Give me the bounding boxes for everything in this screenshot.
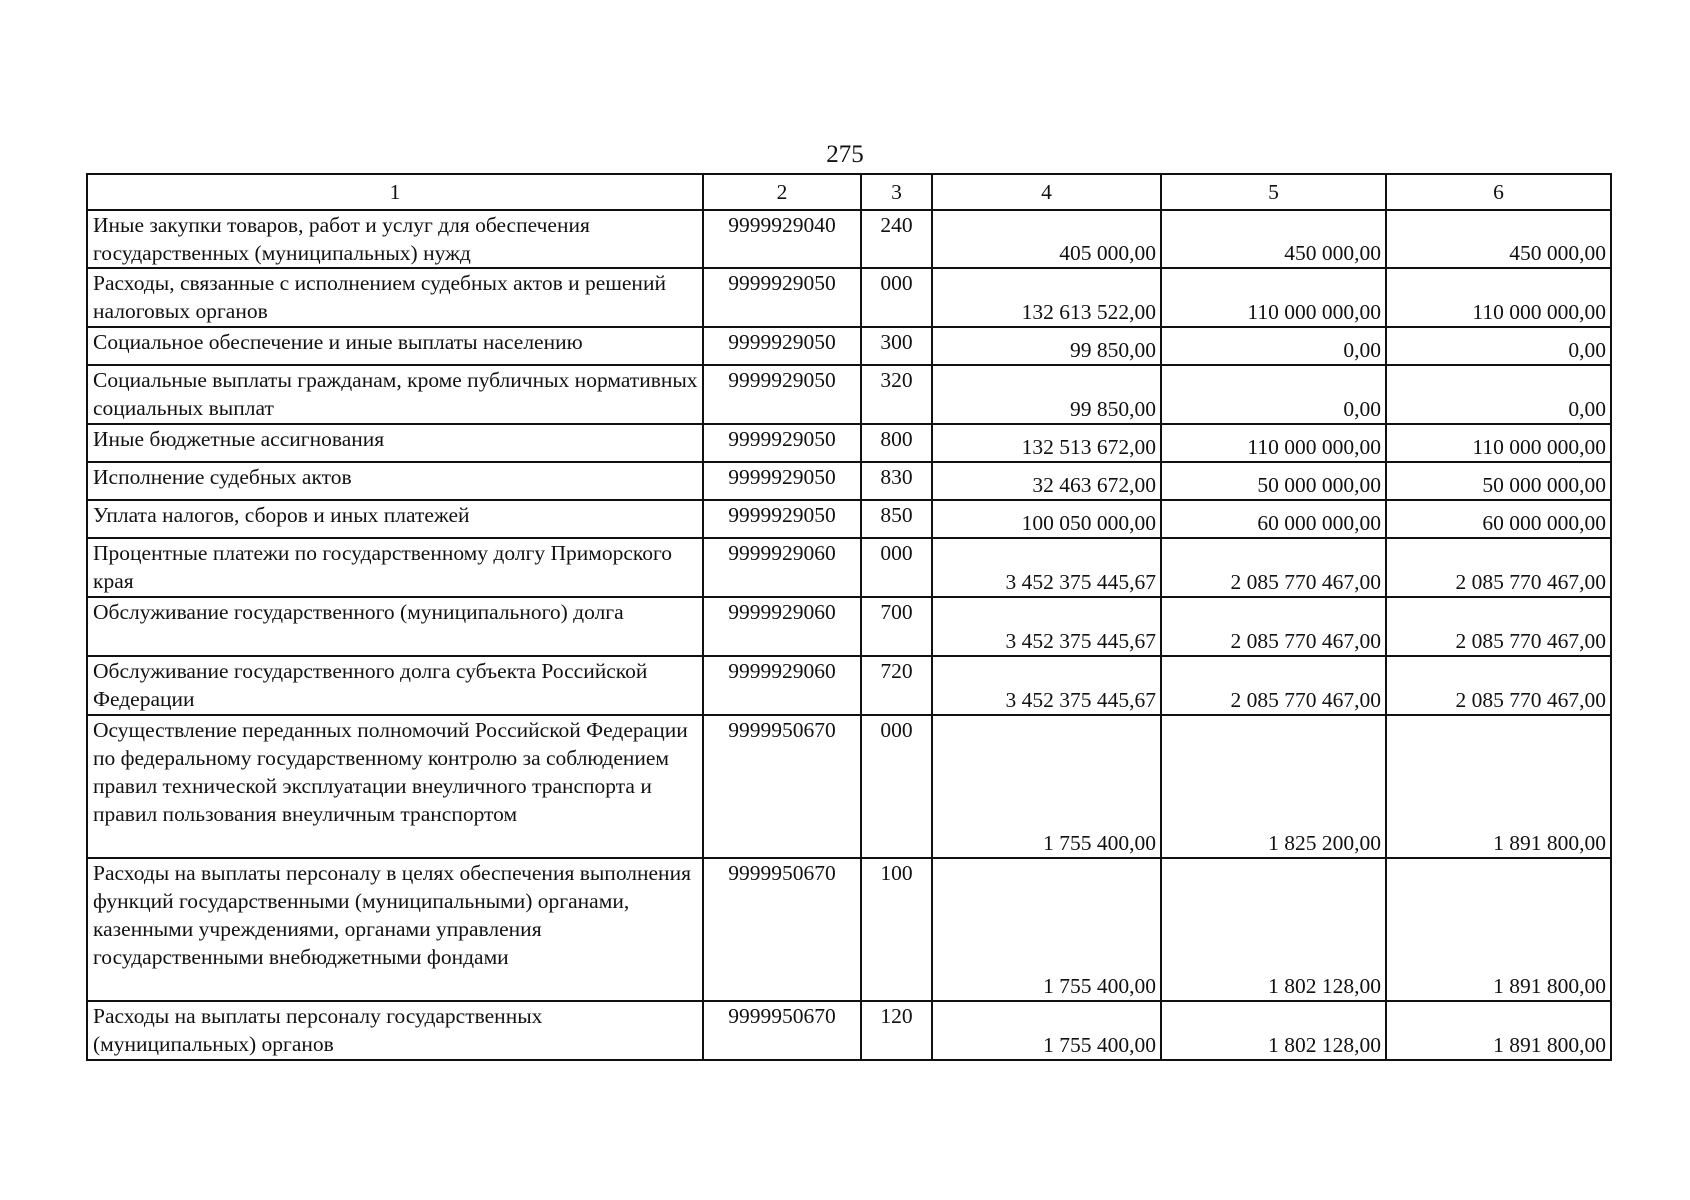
amount-col5-cell: 2 085 770 467,00 (1161, 656, 1386, 715)
target-code-cell: 9999929050 (703, 500, 861, 538)
column-header: 4 (932, 174, 1161, 210)
amount-col6-cell: 0,00 (1386, 365, 1611, 424)
amount-col6-cell: 2 085 770 467,00 (1386, 597, 1611, 656)
table-row (87, 365, 1611, 424)
amount-col4-cell: 132 513 672,00 (932, 424, 1161, 462)
expense-name-cell: Иные бюджетные ассигнования (87, 424, 703, 462)
amount-col5-cell: 110 000 000,00 (1161, 268, 1386, 327)
amount-col5-cell: 450 000,00 (1161, 210, 1386, 268)
amount-col5-cell: 2 085 770 467,00 (1161, 597, 1386, 656)
amount-col6-cell: 1 891 800,00 (1386, 1001, 1611, 1060)
amount-col5-cell: 2 085 770 467,00 (1161, 538, 1386, 597)
target-code-cell: 9999929060 (703, 656, 861, 715)
amount-col6-cell: 110 000 000,00 (1386, 424, 1611, 462)
expense-type-cell: 800 (861, 424, 932, 462)
amount-col5-cell: 1 802 128,00 (1161, 1001, 1386, 1060)
table-row (87, 268, 1611, 327)
amount-col6-cell: 2 085 770 467,00 (1386, 656, 1611, 715)
amount-col6-cell: 60 000 000,00 (1386, 500, 1611, 538)
expense-type-cell: 000 (861, 538, 932, 597)
expense-type-cell: 000 (861, 715, 932, 858)
amount-col5-cell: 0,00 (1161, 365, 1386, 424)
amount-col5-cell: 0,00 (1161, 327, 1386, 365)
column-header: 5 (1161, 174, 1386, 210)
header-row (87, 174, 1611, 210)
amount-col4-cell: 1 755 400,00 (932, 1001, 1161, 1060)
amount-col6-cell: 110 000 000,00 (1386, 268, 1611, 327)
expense-type-cell: 320 (861, 365, 932, 424)
expense-name-cell: Социальное обеспечение и иные выплаты населению (87, 327, 703, 365)
expense-type-cell: 850 (861, 500, 932, 538)
expense-type-cell: 700 (861, 597, 932, 656)
amount-col6-cell: 0,00 (1386, 327, 1611, 365)
amount-col6-cell: 2 085 770 467,00 (1386, 538, 1611, 597)
expense-type-cell: 240 (861, 210, 932, 268)
amount-col4-cell: 3 452 375 445,67 (932, 538, 1161, 597)
target-code-cell: 9999929060 (703, 538, 861, 597)
amount-col4-cell: 3 452 375 445,67 (932, 597, 1161, 656)
expense-name-cell: Обслуживание государственного (муниципального) долга (87, 597, 703, 656)
budget-table (86, 173, 1612, 1061)
column-header: 6 (1386, 174, 1611, 210)
expense-name-cell: Социальные выплаты гражданам, кроме публичных нормативных социальных выплат (87, 365, 703, 424)
expense-type-cell: 120 (861, 1001, 932, 1060)
target-code-cell: 9999929050 (703, 462, 861, 500)
amount-col6-cell: 1 891 800,00 (1386, 715, 1611, 858)
amount-col5-cell: 1 825 200,00 (1161, 715, 1386, 858)
expense-name-cell: Процентные платежи по государственному долгу Приморского края (87, 538, 703, 597)
target-code-cell: 9999929040 (703, 210, 861, 268)
table-row (87, 597, 1611, 656)
expense-type-cell: 100 (861, 858, 932, 1001)
page-number: 275 (826, 141, 864, 168)
column-header: 3 (861, 174, 932, 210)
expense-type-cell: 000 (861, 268, 932, 327)
amount-col6-cell: 450 000,00 (1386, 210, 1611, 268)
table-row (87, 500, 1611, 538)
column-header: 2 (703, 174, 861, 210)
table-row (87, 538, 1611, 597)
table-row (87, 1001, 1611, 1060)
target-code-cell: 9999929050 (703, 424, 861, 462)
target-code-cell: 9999929050 (703, 268, 861, 327)
expense-name-cell: Расходы, связанные с исполнением судебных актов и решений налоговых органов (87, 268, 703, 327)
expense-type-cell: 300 (861, 327, 932, 365)
amount-col5-cell: 50 000 000,00 (1161, 462, 1386, 500)
expense-name-cell: Расходы на выплаты персоналу в целях обеспечения выполнения функций государственными (муниципальными) органами, казенными учреждениями, органами управления государственными внебюджетными фондами (87, 858, 703, 1001)
expense-name-cell: Осуществление переданных полномочий Российской Федерации по федеральному государственному контролю за соблюдением правил технической эксплуатации внеуличного транспорта и правил пользования внеуличным транспортом (87, 715, 703, 858)
amount-col5-cell: 1 802 128,00 (1161, 858, 1386, 1001)
column-header: 1 (87, 174, 703, 210)
expense-name-cell: Уплата налогов, сборов и иных платежей (87, 500, 703, 538)
table-row (87, 858, 1611, 1001)
amount-col4-cell: 405 000,00 (932, 210, 1161, 268)
amount-col4-cell: 3 452 375 445,67 (932, 656, 1161, 715)
amount-col4-cell: 100 050 000,00 (932, 500, 1161, 538)
target-code-cell: 9999950670 (703, 1001, 861, 1060)
table-row (87, 656, 1611, 715)
table-row (87, 424, 1611, 462)
amount-col4-cell: 99 850,00 (932, 365, 1161, 424)
amount-col5-cell: 60 000 000,00 (1161, 500, 1386, 538)
table-row (87, 210, 1611, 268)
amount-col4-cell: 132 613 522,00 (932, 268, 1161, 327)
expense-name-cell: Исполнение судебных актов (87, 462, 703, 500)
table-row (87, 715, 1611, 858)
amount-col6-cell: 50 000 000,00 (1386, 462, 1611, 500)
amount-col5-cell: 110 000 000,00 (1161, 424, 1386, 462)
amount-col4-cell: 99 850,00 (932, 327, 1161, 365)
target-code-cell: 9999929060 (703, 597, 861, 656)
table-row (87, 462, 1611, 500)
target-code-cell: 9999950670 (703, 858, 861, 1001)
expense-name-cell: Расходы на выплаты персоналу государственных (муниципальных) органов (87, 1001, 703, 1060)
table-row (87, 327, 1611, 365)
target-code-cell: 9999929050 (703, 327, 861, 365)
amount-col4-cell: 1 755 400,00 (932, 858, 1161, 1001)
expense-type-cell: 830 (861, 462, 932, 500)
target-code-cell: 9999950670 (703, 715, 861, 858)
amount-col4-cell: 32 463 672,00 (932, 462, 1161, 500)
amount-col4-cell: 1 755 400,00 (932, 715, 1161, 858)
amount-col6-cell: 1 891 800,00 (1386, 858, 1611, 1001)
target-code-cell: 9999929050 (703, 365, 861, 424)
expense-name-cell: Обслуживание государственного долга субъекта Российской Федерации (87, 656, 703, 715)
expense-type-cell: 720 (861, 656, 932, 715)
expense-name-cell: Иные закупки товаров, работ и услуг для обеспечения государственных (муниципальных) нужд (87, 210, 703, 268)
